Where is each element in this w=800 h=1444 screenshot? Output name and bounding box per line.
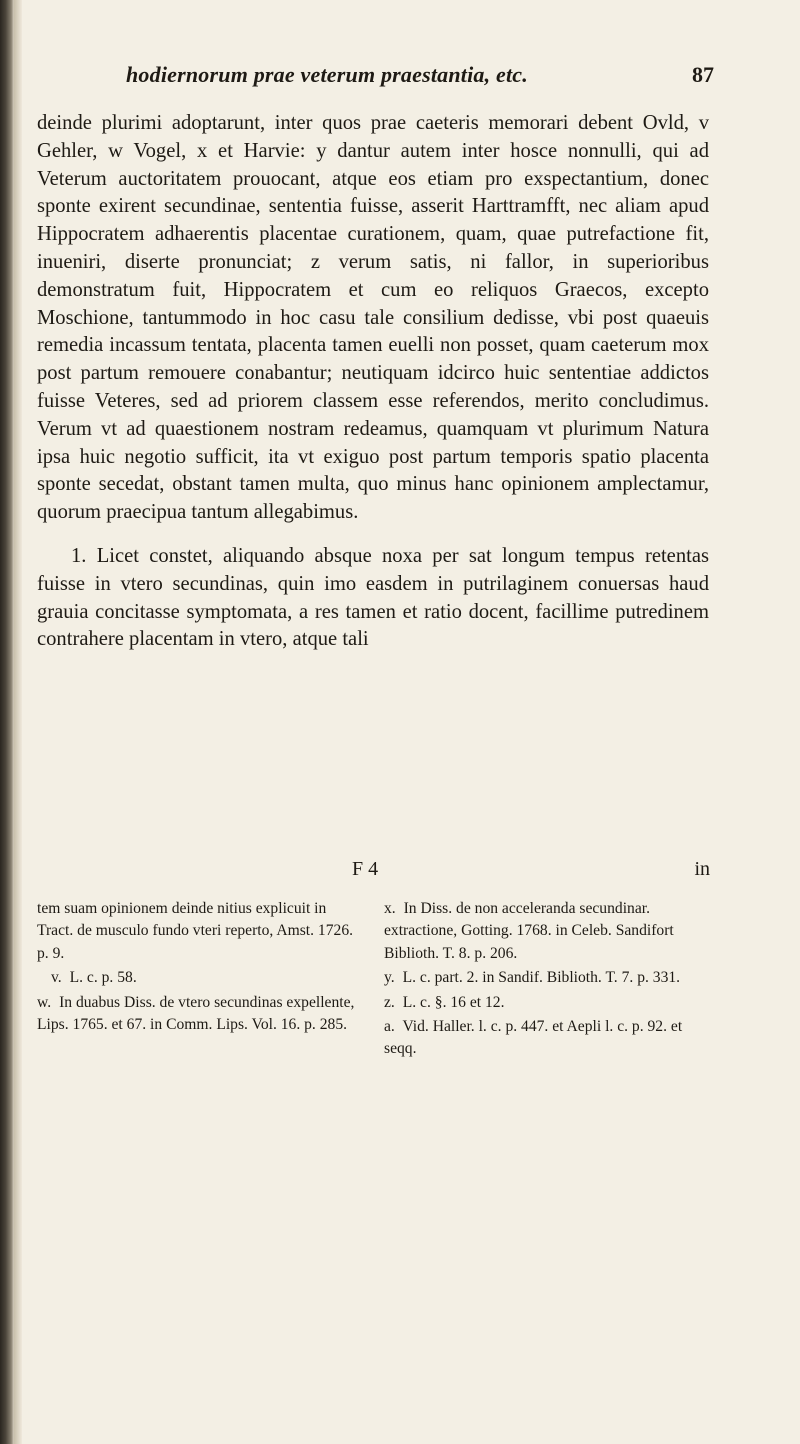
footnote-label: w. [37,993,52,1011]
footnote-text: L. c. p. 58. [69,969,137,987]
footnote [37,967,363,989]
footnote [384,898,712,965]
main-paragraph-1: deinde plurimi adoptarunt, inter quos prae caeteris memorari debent Ovld, v Gehler, w Vogel, x et Harvie: y dantur autem inter hosce nonnulli, qui ad Veterum auctoritatem prouocant, atque eos etiam pro exspectantium, donec sponte exirent secundinae, sententia fuisse, asserit Harttramfft, nec aliam apud Hippocratem adhaerentis placentae curationem, quam, quae putrefactione fit, inueniri, diserte pronunciat; z verum satis, ni fallor, in superioribus demonstratum fuit, Hippocratem et cum eo reliquos Graecos, excepto Moschione, tantummodo in hoc casu tale consilium dedisse, vbi post quaeuis remedia incassum tentata, placenta tamen euelli non posset, quam caeterum mox post partum remouere conabantur; neutiquam idcirco huic sententiae addictos fuisse Veteres, sed ad priorem classem esse referendos, merito concludimus. Verum vt ad quaestionem nostram redeamus, quamquam vt plurimum Natura ipsa huic negotio sufficit, ita vt exiguo post partum temporis spatio placenta sponte secedat, obstant tamen multa, quo minus hanc opinionem amplectamur, quorum praecipua tantum allegabimus. [37,112,709,524]
footnote-text: L. c. §. 16 et 12. [402,993,505,1011]
footnote-label: v. [51,969,62,987]
main-text-block [37,110,709,654]
running-title: hodiernorum prae veterum praestantia, etc. [126,62,528,87]
footnote-label: y. [384,969,395,987]
footnote-label: a. [384,1018,395,1036]
footnote [37,992,363,1037]
signature-mark: F 4 [352,858,379,880]
footnote [384,967,712,989]
footnote-label: x. [384,900,396,917]
footnote-text: In duabus Diss. de vtero secundinas expellente, Lips. 1765. et 67. in Comm. Lips. Vol. 16. p. 285. [37,993,355,1034]
footnote-text: Vid. Haller. l. c. p. 447. et Aepli l. c. p. 92. et seqq. [384,1018,683,1058]
footnote-label: z. [384,993,395,1011]
footnote [37,898,363,965]
footnote-text: In Diss. de non acceleranda secundinar. extractione, Gotting. 1768. in Celeb. Sandifort Biblioth. T. 8. p. 206. [384,900,674,962]
page-number: 87 [692,62,714,87]
footnote-text: L. c. part. 2. in Sandif. Biblioth. T. 7. p. 331. [402,969,681,987]
footnote [384,1016,712,1061]
footnotes-left-column [37,898,363,1038]
footnote-text: tem suam opinionem deinde nitius explicuit in Tract. de musculo fundo vteri reperto, Amst. 1726. p. 9. [37,900,354,962]
catchword: in [694,858,710,880]
footnote [384,992,712,1014]
footnotes-right-column [384,898,712,1063]
main-paragraph-2: 1. Licet constet, aliquando absque noxa per sat longum tempus retentas fuisse in vtero secundinas, quin imo easdem in putrilaginem conuersas haud grauia concitasse symptomata, a res tamen et ratio docent, facillime putredinem contrahere placentam in vtero, atque tali [37,544,709,651]
